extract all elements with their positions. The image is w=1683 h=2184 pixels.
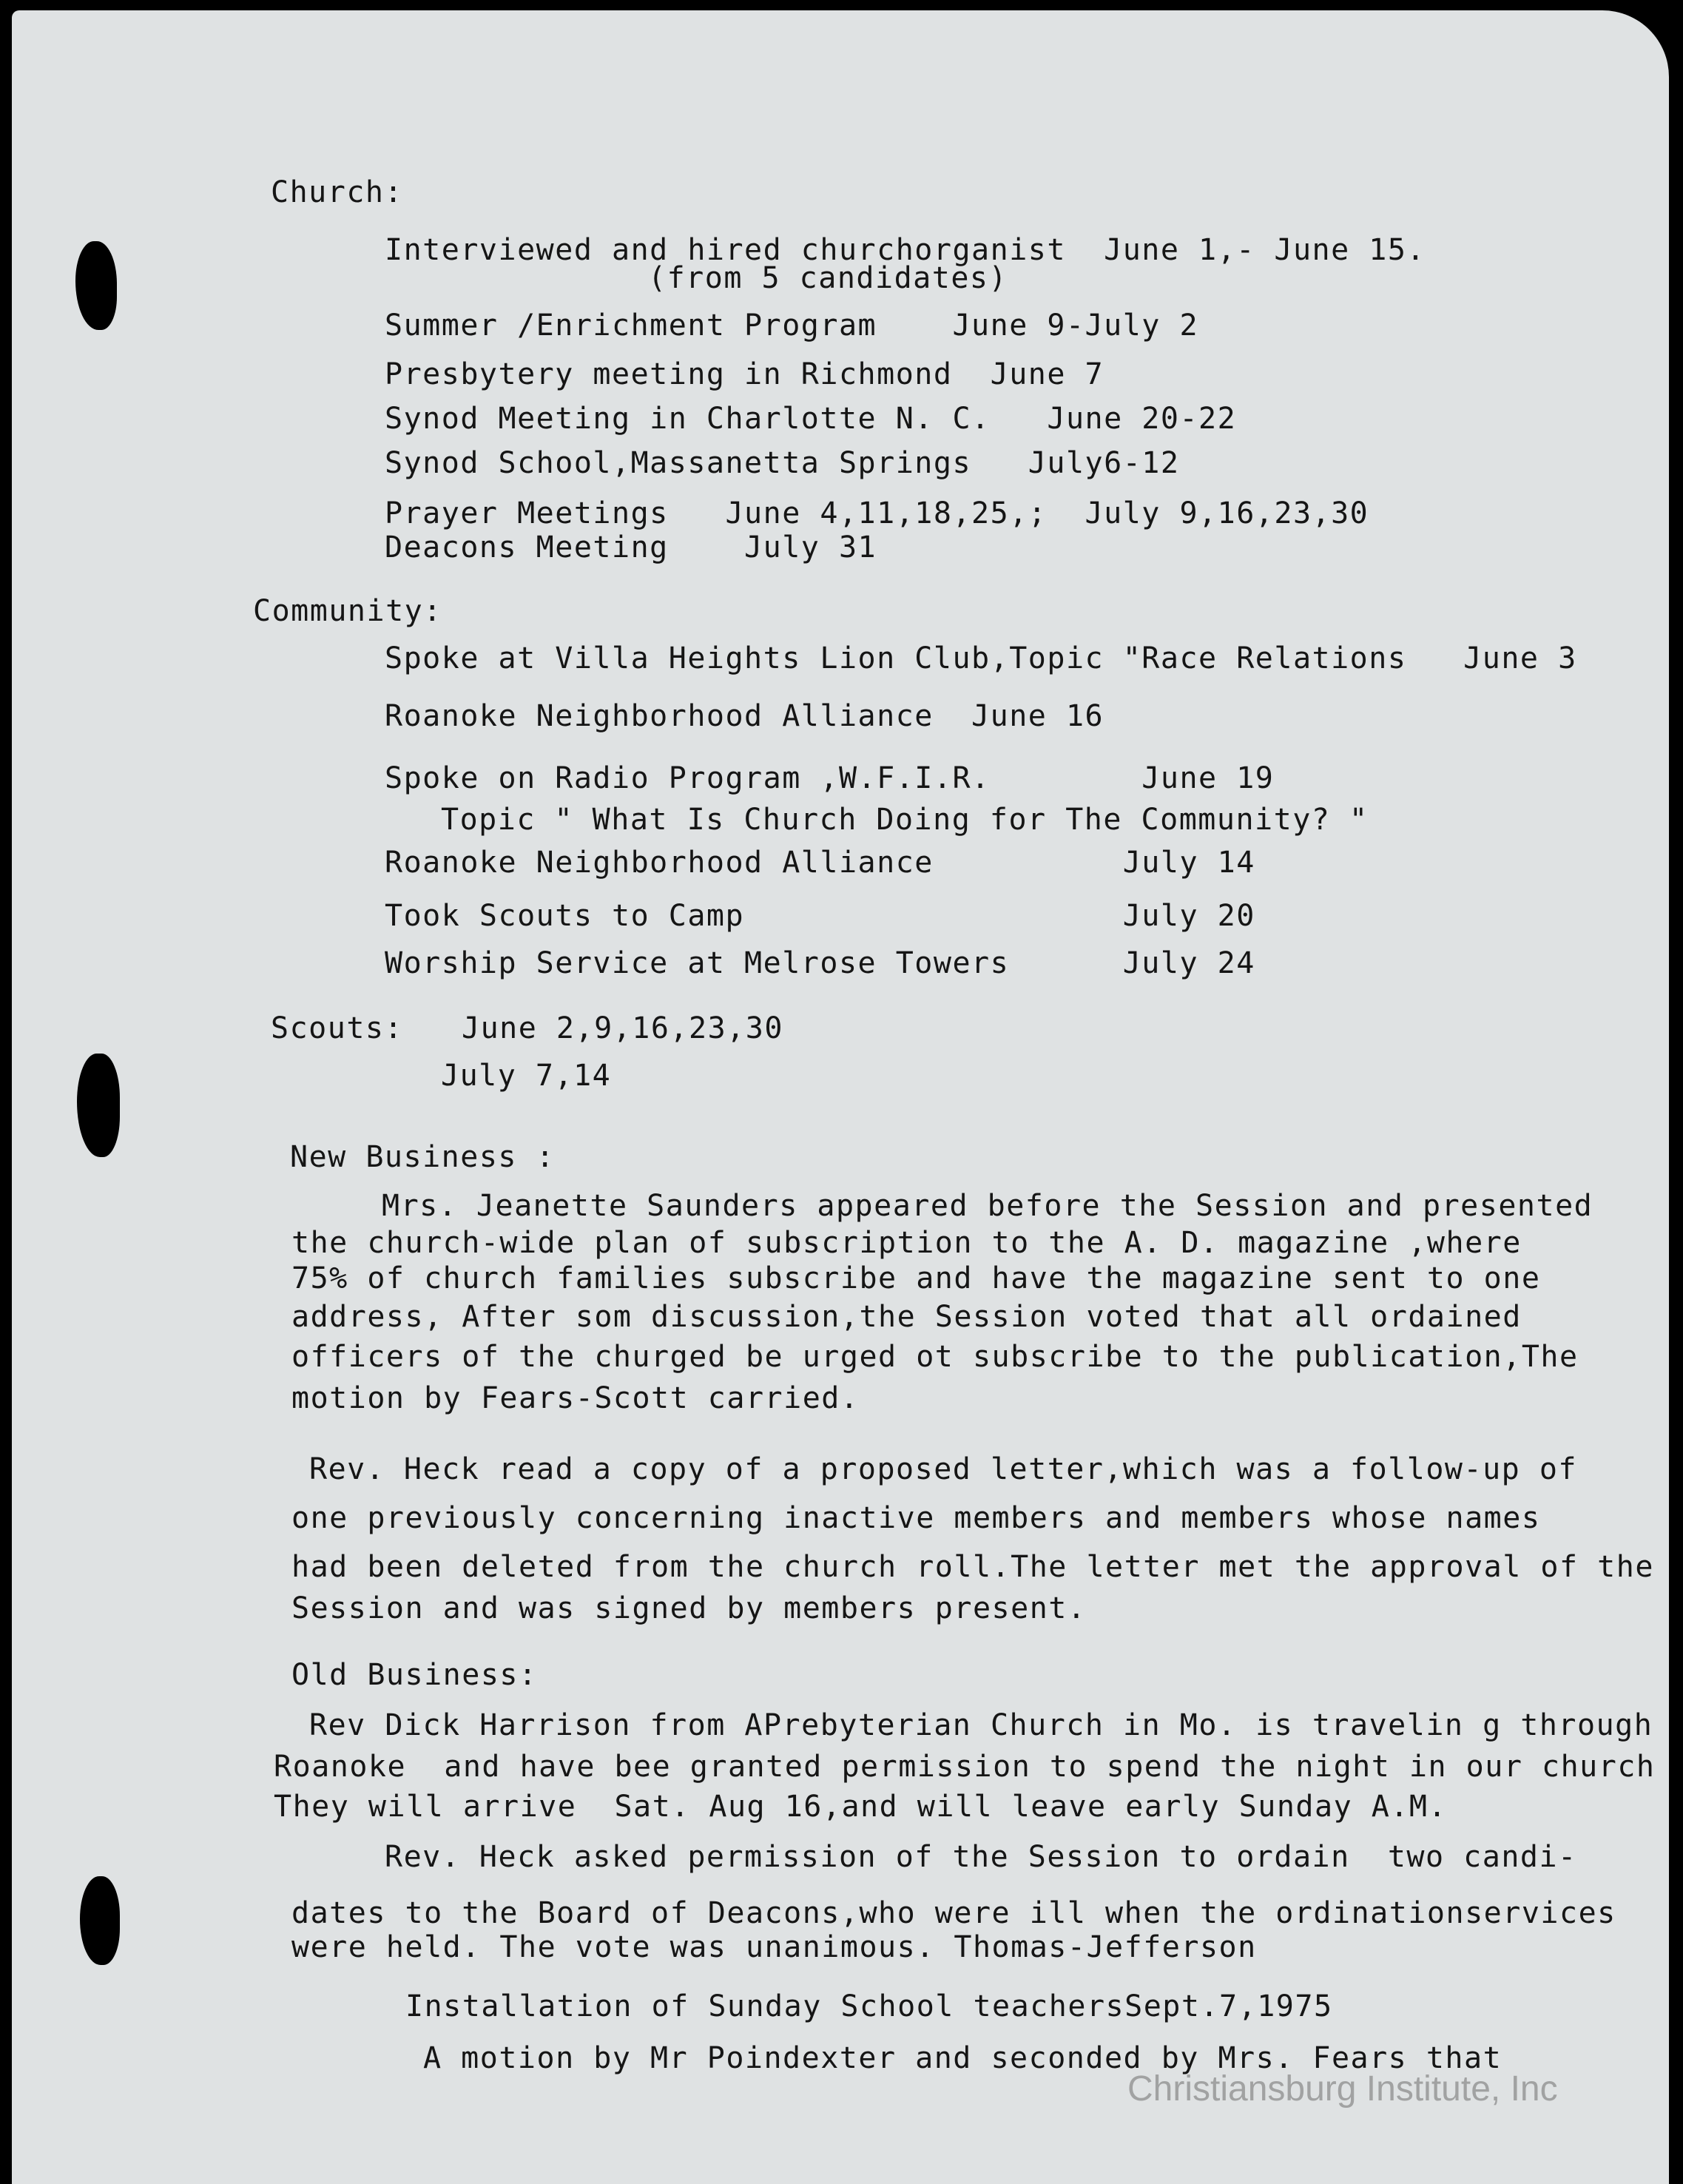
old-business-heading: Old Business:	[291, 1658, 538, 1692]
motion-line: A motion by Mr Poindexter and seconded by Mrs. Fears that	[423, 2041, 1502, 2075]
summer-program-line: Summer /Enrichment Program June 9-July 2	[385, 309, 1199, 343]
alliance-line-1: Roanoke Neighborhood Alliance June 16	[385, 699, 1104, 733]
prayer-meetings-line: Prayer Meetings June 4,11,18,25,; July 9,16,23,30	[385, 496, 1369, 530]
watermark-text: Christiansburg Institute, Inc	[1127, 2069, 1558, 2109]
old-business-p2-line3: were held. The vote was unanimous. Thomas-Jefferson	[291, 1930, 1257, 1964]
old-business-p1-line2: Roanoke and have bee granted permission to spend the night in our church	[274, 1750, 1656, 1784]
organist-note: (from 5 candidates)	[648, 261, 1008, 295]
lion-club-line: Spoke at Villa Heights Lion Club,Topic "Race Relations June 3	[385, 641, 1577, 675]
synod-school-line: Synod School,Massanetta Springs July6-12	[385, 446, 1180, 480]
scouts-heading: Scouts:	[271, 1011, 404, 1045]
scouts-june-dates: June 2,9,16,23,30	[462, 1011, 783, 1045]
church-heading: Church:	[271, 175, 404, 209]
scouts-camp-line: Took Scouts to Camp July 20	[385, 899, 1255, 933]
scouts-july-dates: July 7,14	[441, 1059, 612, 1093]
new-business-p1-line2: the church-wide plan of subscription to the A. D. magazine ,where	[291, 1226, 1522, 1260]
community-heading: Community:	[253, 594, 442, 628]
old-business-p1-line1: Rev Dick Harrison from APrebyterian Church in Mo. is travelin g through	[309, 1708, 1653, 1742]
old-business-p2-line2: dates to the Board of Deacons,who were ill when the ordinationservices	[291, 1896, 1616, 1930]
binder-hole-middle	[77, 1054, 120, 1157]
new-business-p1-line5: officers of the churged be urged ot subscribe to the publication,The	[291, 1340, 1579, 1374]
radio-topic-line: Topic " What Is Church Doing for The Community? "	[441, 803, 1369, 837]
old-business-p1-line3: They will arrive Sat. Aug 16,and will leave early Sunday A.M.	[274, 1790, 1448, 1824]
synod-meeting-line: Synod Meeting in Charlotte N. C. June 20-22	[385, 402, 1237, 436]
presbytery-line: Presbytery meeting in Richmond June 7	[385, 357, 1104, 391]
new-business-p2-line2: one previously concerning inactive members and members whose names	[291, 1501, 1541, 1535]
new-business-heading: New Business :	[290, 1140, 556, 1174]
new-business-p1-line3: 75% of church families subscribe and have the magazine sent to one	[291, 1261, 1541, 1295]
deacons-meeting-line: Deacons Meeting July 31	[385, 530, 877, 564]
installation-line: Installation of Sunday School teachersSept.7,1975	[405, 1989, 1333, 2023]
alliance-line-2: Roanoke Neighborhood Alliance July 14	[385, 846, 1255, 880]
new-business-p1-line6: motion by Fears-Scott carried.	[291, 1381, 860, 1415]
melrose-towers-line: Worship Service at Melrose Towers July 24	[385, 946, 1255, 980]
paper-sheet	[12, 10, 1669, 2184]
new-business-p1-line4: address, After som discussion,the Session voted that all ordained	[291, 1300, 1522, 1334]
old-business-p2-line1: Rev. Heck asked permission of the Session to ordain two candi-	[385, 1840, 1577, 1874]
new-business-p2-line4: Session and was signed by members present.	[291, 1591, 1087, 1625]
new-business-p2-line1: Rev. Heck read a copy of a proposed letter,which was a follow-up of	[309, 1452, 1577, 1486]
new-business-p2-line3: had been deleted from the church roll.The letter met the approval of the	[291, 1550, 1654, 1584]
binder-hole-top	[75, 241, 117, 330]
organist-line: Interviewed and hired churchorganist June 1,- June 15.	[385, 233, 1426, 267]
binder-hole-bottom	[80, 1876, 120, 1965]
radio-program-line: Spoke on Radio Program ,W.F.I.R. June 19	[385, 761, 1275, 795]
new-business-p1-line1: Mrs. Jeanette Saunders appeared before the Session and presented	[382, 1189, 1593, 1223]
